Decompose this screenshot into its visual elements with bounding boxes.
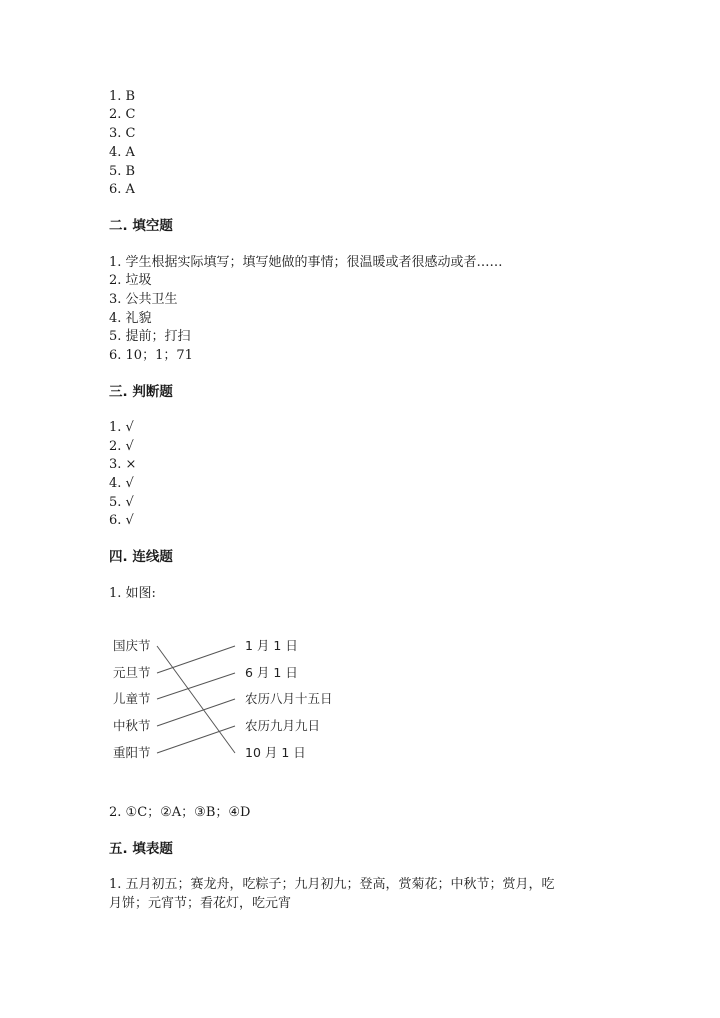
list-item: 6. √ [109, 513, 134, 528]
list-item: 1. B [109, 89, 136, 104]
right-item: 6 月 1 日 [245, 665, 298, 680]
list-item: 2. √ [109, 439, 134, 454]
section4-heading: 四. 连线题 [109, 549, 173, 565]
list-item: 2. C [109, 107, 136, 122]
list-item: 4. A [109, 145, 135, 160]
list-item: 5. B [109, 164, 136, 179]
right-item: 农历八月十五日 [245, 691, 333, 706]
list-item: 1. √ [109, 420, 134, 435]
list-item: 1. 学生根据实际填写；填写她做的事情；很温暖或者很感动或者…… [109, 255, 503, 270]
connector-line [157, 646, 235, 753]
answer-line: 月饼；元宵节；看花灯，吃元宵 [109, 896, 292, 911]
list-item: 5. 提前；打扫 [109, 329, 191, 344]
connector-line [157, 699, 235, 726]
section2-heading: 二. 填空题 [109, 218, 173, 234]
left-item: 中秋节 [113, 718, 151, 733]
list-item: 3. 公共卫生 [109, 292, 178, 307]
left-item: 重阳节 [113, 745, 151, 760]
list-item: 6. A [109, 182, 135, 197]
right-item: 1 月 1 日 [245, 638, 298, 653]
list-item: 2. 垃圾 [109, 273, 152, 288]
left-item: 儿童节 [113, 691, 151, 706]
right-item: 农历九月九日 [245, 718, 321, 733]
list-item: 3. C [109, 126, 136, 141]
list-item: 5. √ [109, 495, 134, 510]
left-item: 元旦节 [113, 665, 151, 680]
list-item: 6. 10；1；71 [109, 348, 193, 363]
list-item: 4. 礼貌 [109, 311, 152, 326]
connector-line [157, 673, 235, 699]
connector-line [157, 726, 235, 753]
list-item: 3. × [109, 457, 137, 472]
answer-line: 1. 五月初五；赛龙舟，吃粽子；九月初九；登高，赏菊花；中秋节；赏月，吃 [109, 877, 555, 892]
left-item: 国庆节 [113, 638, 151, 653]
question-2-answer: 2. ①C；②A；③B；④D [109, 805, 251, 820]
list-item: 4. √ [109, 476, 134, 491]
right-item: 10 月 1 日 [245, 745, 306, 760]
question-1-label: 1. 如图: [109, 586, 156, 601]
section3-heading: 三. 判断题 [109, 384, 173, 400]
section5-heading: 五. 填表题 [109, 841, 173, 857]
connector-line [157, 646, 235, 673]
